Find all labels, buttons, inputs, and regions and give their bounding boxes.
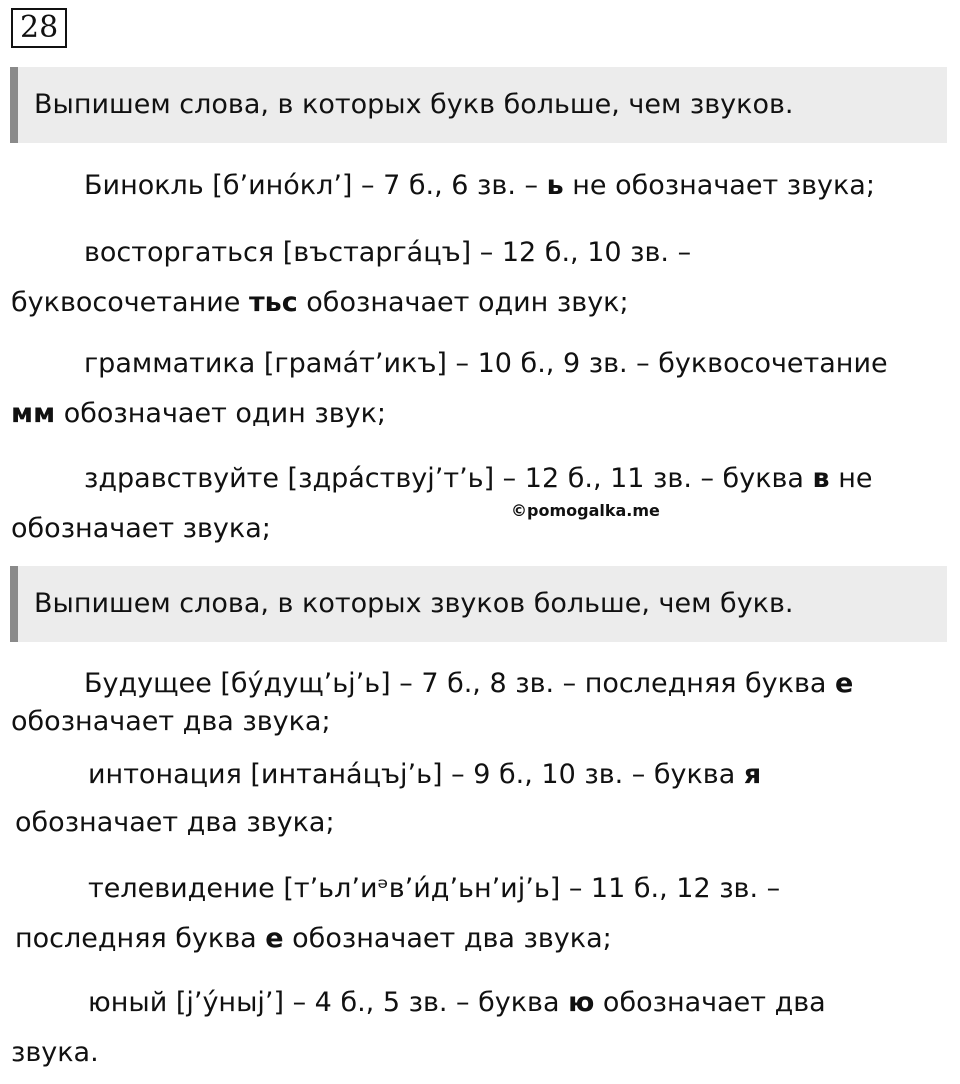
entry-text: телевидение [т’ьл’иᵊв’и́д’ьн’иj’ь] – 11 б., 12 зв. – (88, 873, 781, 904)
entry-bold-letter: е (835, 668, 854, 699)
entry-text: буквосочетание (11, 287, 249, 318)
entry-yunyy (11, 978, 951, 1078)
section-heading-sounds-more: Выпишем слова, в которых звуков больше, чем букв. (10, 566, 947, 642)
entry-text: интонация [интана́цъj’ь] – 9 б., 10 зв. – буква (88, 759, 744, 790)
section-heading-letters-more: Выпишем слова, в которых букв больше, чем звуков. (10, 67, 947, 143)
entry-text: юный [j’у́ныj’] – 4 б., 5 зв. – буква (88, 987, 569, 1018)
entry-bold-letter: мм (11, 398, 56, 429)
entry-zdravstvuyte (11, 454, 951, 554)
entry-text: последняя буква (15, 923, 266, 954)
entry-bold-letter: е (265, 923, 284, 954)
entry-text: обозначает два (594, 987, 826, 1018)
entry-bold-letter: ь (546, 170, 564, 201)
entry-text: не (829, 463, 873, 494)
entry-text: обозначает два звука; (11, 706, 331, 737)
entry-text: обозначает звука; (11, 513, 271, 544)
entry-text: грамматика [грама́т’икъ] – 10 б., 9 зв. – буквосочетание (84, 348, 888, 379)
entry-budushchee (11, 659, 951, 747)
entry-bold-letter: тьс (248, 287, 298, 318)
entry-text: Бинокль [б’ино́кл’] – 7 б., 6 зв. – (84, 170, 547, 201)
entry-text: не обозначает звука; (563, 170, 875, 201)
entry-text: обозначает один звук; (55, 398, 387, 429)
entry-text: звука. (11, 1037, 99, 1068)
entry-text: здравствуйте [здра́ствуj’т’ь] – 12 б., 11 зв. – буква (84, 463, 813, 494)
entry-text: обозначает два звука; (283, 923, 612, 954)
entry-vostorgatsya (11, 228, 951, 328)
entry-text: восторгаться [въстарга́цъ] – 12 б., 10 зв. – (84, 237, 692, 268)
entry-bold-letter: ю (568, 987, 595, 1018)
entry-text: обозначает два звука; (15, 807, 335, 838)
entry-binokl (11, 161, 951, 211)
entry-intonatsiya (11, 750, 951, 848)
watermark: ©pomogalka.me (511, 501, 660, 520)
exercise-number: 28 (11, 8, 67, 48)
entry-televidenie (11, 864, 951, 964)
entry-bold-letter: я (743, 759, 762, 790)
entry-text: Будущее [бу́дущ’ьj’ь] – 7 б., 8 зв. – последняя буква (84, 668, 836, 699)
entry-text: обозначает один звук; (297, 287, 629, 318)
entry-bold-letter: в (812, 463, 830, 494)
entry-grammatika (11, 339, 951, 439)
